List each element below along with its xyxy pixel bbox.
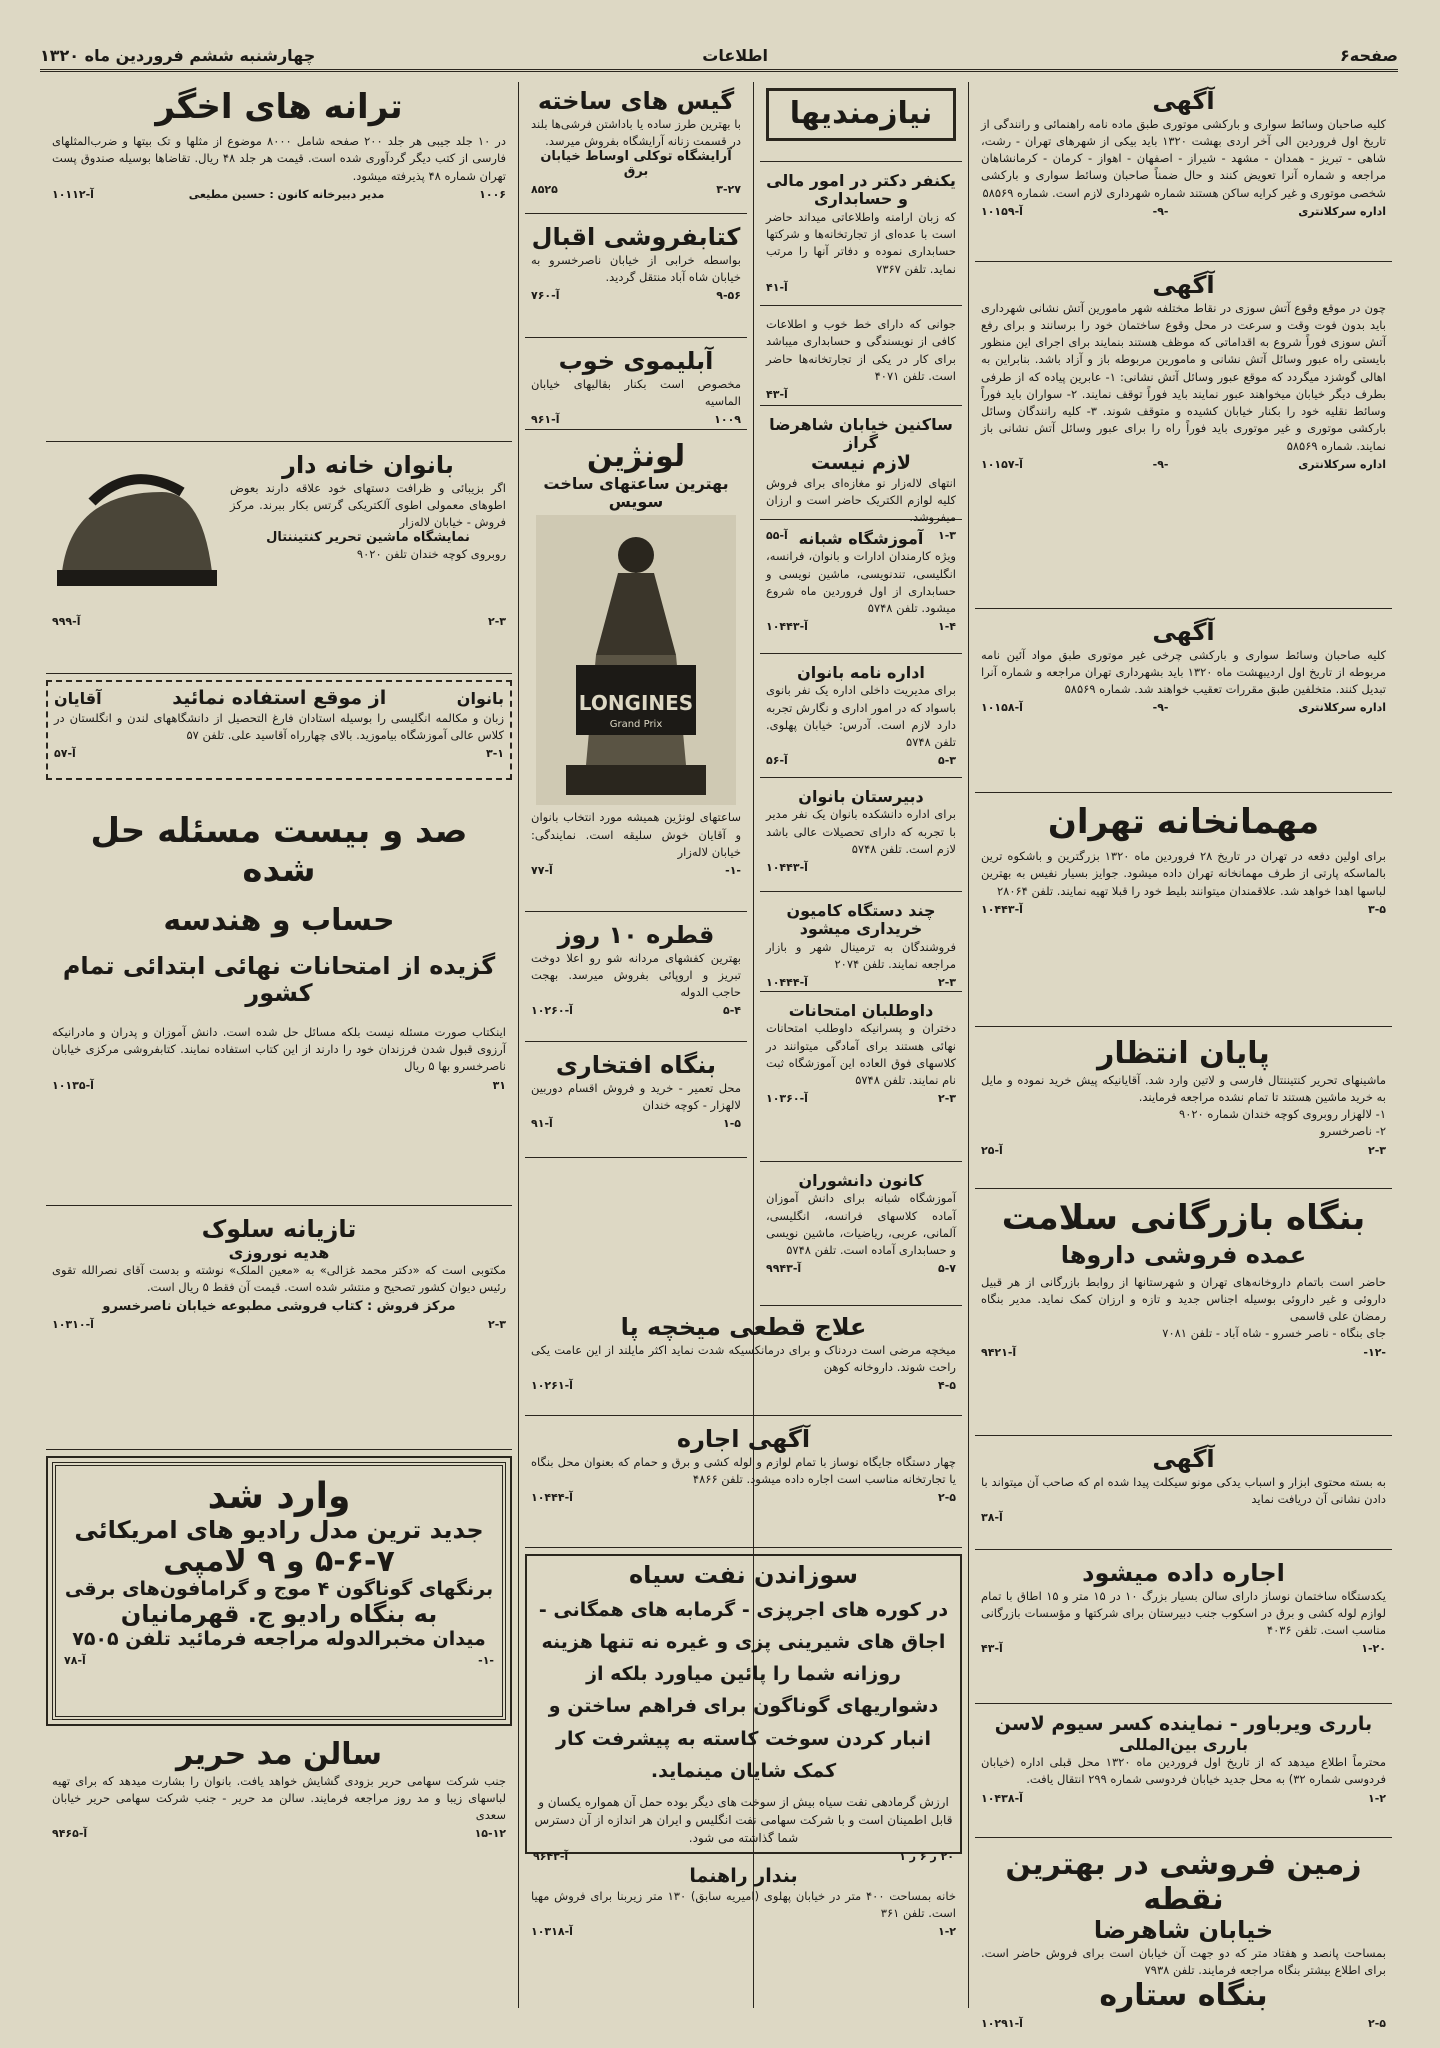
ad-varia: بارری ویرباور - نماینده کسر سیوم لاسن بارری بین‌المللی محترماً اطلاع میدهد که از تاریخ اول فروردین ماه ۱۳۲۰ محل قبلی اداره (خیابان فردوسی شماره ۳۲) به محل جدید خیابان فردوسی شماره ۲۹۹ انتقال یافت. ۱-۲ آ-۱۰۴۳۸ — [975, 1708, 1392, 1838]
notice-title: آگهی — [1152, 618, 1215, 646]
ad-drops: قطره ۱۰ روز بهترین کفشهای مردانه شو رو اعلا دوخت تبریز و اروپائی بفروش میرسد. بهجت حاجب الدوله ۵-۴ آ-۱۰۲۶۰ — [525, 916, 747, 1042]
column-4 — [40, 82, 518, 2008]
longines-brand-sub: Grand Prix — [609, 719, 663, 731]
newspaper-name: اطلاعات — [702, 46, 768, 65]
ad-hair: گیس های ساخته با بهترین طرز ساده یا باداشتن فرشی‌ها بلند در قسمت زنانه آرایشگاه بفروش میرسد. آرایشگاه توکلی اوساط خیابان برق ۳-۲۷ ۸۵۲۵ — [525, 82, 747, 214]
notice-body: چون در موقع وقوع آتش سوزی در نقاط مختلفه شهر مامورین آتش نشانی شهرداری باید بدون فوت وقت و سرعت در محل وقوع ساختمان خود را برسانند و برای رفع آتش سوزی فوراً شروع به اقداماتی که موظف هستند بنمایند برای اجرای این منظور بایستی راه عبور وسائل آتش نشانی و مامورین مربوطه باز و آزاد باشد. بنابراین به اهالی گوشزد میگردد که موقع عبور وسائل آتش نشانی: ۱- عابرین پیاده که از طرفی بطرف دیگر خیابان میخواهند عبور نمایند باید فوراً توقف نمایند. ۲- سواران باید فوراً وسائط نقلیه خود را بکنار خیابان کشیده و متوقف شوند. ۳- کلیه رانندگان وسائل بارکشی موتوری و غیر موتوری باید فوراً راه را برای عبور وسائل آتش نشانی باز نمایند. شماره ۵۸۵۶۹ — [981, 300, 1386, 453]
ad-youth: جوانی که دارای خط خوب و اطلاعات کافی از نویسندگی و حسابداری میباشد برای کار در یکی از تجارتخانه‌ها حاضر است. تلفن ۴۰۷۱ آ-۴۳ — [760, 310, 962, 406]
waiting-body: ماشینهای تحریر کنتیننتال فارسی و لاتین وارد شد. آقایانیکه پیش خرید نموده و مایل به خرید ماشین هستند تا تمام نشده مراجعه فرمایند. — [981, 1072, 1386, 1104]
salamat-title: بنگاه بازرگانی سلامت — [1001, 1198, 1366, 1238]
longines-brand: LONGINES — [578, 691, 694, 716]
ad-songs: ترانه های اخگر در ۱۰ جلد جیبی هر جلد ۲۰۰ صفحه شامل ۸۰۰۰ موضوع از مثلها و تک بیتها و ضرب‌المثلهای فارسی از کتب دیگر گردآوری شده است. قیمت هر جلد ۴۸ ریال. تقاضاها بوسیله صندوق پست تهران شماره ۴۸ پذیرفته میشود. ۱۰۰۶ مدیر دبیرخانه کانون : حسین مطیعی آ-۱۰۱۱۲ — [46, 82, 512, 442]
notice-title: آگهی — [1152, 271, 1215, 299]
ad-rent: اجاره داده میشود یکدستگاه ساختمان نوساز دارای سالن بسیار بزرگ ۱۰ در ۱۵ متر و ۱۵ اطاق با تمام لوازم لوله کشی و برق در اسکوب جنب دبیرستان برای شرکتها و مؤسسات بازرگانی مناسب است. تلفن ۴۰۳۶ ۱-۲۰ آ-۴۳ — [975, 1554, 1392, 1704]
ad-truck: چند دستگاه کامیون خریداری میشود فروشندگان به ترمینال شهر و بازار مراجعه نمایند. تلفن ۲۰۷۴ ۲-۳ آ-۱۰۴۴۴ — [760, 896, 962, 992]
ad-black-oil: سوزاندن نفت سیاه در کوره های اجرپزی - گرمابه های همگانی - اجاق های شیرینی پزی و غیره نه تنها هزینه روزانه شما را پائین میاورد بلکه از دشواریهای گوناگون برای فراهم ساختن و انبار کردن سوخت کاسته به پیشرفت کار کمک شایان مینماید. ارزش گرمادهی نفت سیاه بیش از سوخت های دیگر بوده حمل آن همواره یکسان و قابل اطمینان است و با شرکت سهامی نفت انگلیس و ایران هر اندازه از آن دسترس شما گذاشته می شود. ۲۰ ر ۶ ر ۱ آ-۹۶۴۳ — [525, 1554, 962, 1854]
electric-iron-icon — [52, 452, 222, 612]
ad-salamat: بنگاه بازرگانی سلامت عمده فروشی داروها حاضر است باتمام داروخانه‌های تهران و شهرستانها از روابط بازرگانی از هر قبیل داروئی و غیر داروئی بوسیله اجناس جدید و تازه و ارزان کمک نماید. مدیر بنگاه رمضان علی قاسمی جای بنگاه - ناصر خسرو - شاه آباد - تلفن ۷۰۸۱ -۱۲- آ-۹۴۲۱ — [975, 1193, 1392, 1436]
issue-date: چهارشنبه ششم فروردین ماه ۱۳۲۰ — [40, 46, 316, 65]
ad-women-office: اداره نامه بانوان برای مدیریت داخلی اداره یک نفر بانوی باسواد که در امور اداری و نگارش تجربه دارد لازم است. آدرس: خیابان پهلوی. تلفن ۵۷۴۸ ۵-۳ آ-۵۶ — [760, 658, 962, 778]
notice-body: کلیه صاحبان وسائط سواری و بارکشی موتوری طبق ماده نامه راهنمائی و رانندگی از تاریخ اول فروردین الی آخر اردی بهشت ۱۳۲۰ باید بیکی از شهرهای تهران - رشت، شاهی - تبریز - همدان - مشهد - شیراز - اصفهان - اهواز - کرمان - کرمانشاهان مراجعه و شماره آنرا تعویض کنند و حال ضمناً صاحبان وسائط سواری و بارکشی شخصی موتوری و غیر کرایه ساکن هستند شماره شهرداری لازم است. شماره ۵۸۵۶۹ — [981, 116, 1386, 200]
ad-tenant: ساکنین خیابان شاهرضا گراز لازم نیست انتهای لاله‌زار نو مغازه‌ای برای فروش کلیه لوازم الکتریک حاضر است و ارزان میفروشد. ۱-۳ آ-۵۵ — [760, 410, 962, 520]
ad-notice-1 — [975, 82, 1392, 262]
page-header — [40, 38, 1398, 72]
ad-land: زمین فروشی در بهترین نقطه خیابان شاهرضا بمساحت پانصد و هفتاد متر که دو جهت آن خیابان است برای فروش حاضر است. برای اطلاع بیشتر بنگاه مراجعه فرمایند. تلفن ۷۹۳۸ بنگاه ستاره ۲-۵ آ-۱۰۲۹۱ — [981, 1847, 1386, 2030]
waiting-title: پایان انتظار — [1097, 1036, 1270, 1071]
column-2-3-lower — [518, 1308, 968, 2008]
hotel-title: مهمانخانه تهران — [1047, 802, 1320, 842]
notice-body: کلیه صاحبان وسائط سواری و بارکشی چرخی غیر موتوری طبق مواد آئین نامه مربوطه از تاریخ اول اردیبهشت ماه ۱۳۲۰ باید بشهرداری تهران مراجعه و شماره آنرا تبدیل کنند. متخلفین طبق مقررات تعقیب خواهند شد. شماره ۵۸۵۶۹ — [981, 647, 1387, 697]
ad-students: کانون دانشوران آموزشگاه شبانه برای دانش آموزان آماده کلاسهای فرانسه، انگلیسی، آلمانی، عربی، ریاضیات، ماشین نویسی و حسابداری آماده است. تلفن ۵۷۴۸ ۵-۷ آ-۹۹۴۳ — [760, 1166, 962, 1306]
ad-iqbal: کتابفروشی اقبال بواسطه خرابی از خیابان ناصرخسرو به خیابان شاه آباد منتقل گردید. ۹-۵۶ آ-۷۶۰ — [525, 218, 747, 338]
ad-harbor: بندار راهنما خانه بمساحت ۴۰۰ متر در خیابان پهلوی (امیریه سابق) ۱۳۰ متر زیربنا برای فروش مهیا است. تلفن ۳۶۱ ۱-۲ آ-۱۰۳۱۸ — [531, 1865, 956, 1939]
notice-title: آگهی — [1152, 87, 1215, 115]
ad-longines: لونژین بهترین ساعتهای ساخت سویس LONGINES Grand Prix ساعتهای لونژین همیشه مورد انتخاب بانوان و آقایان خوش سلیقه است. نمایندگی: خیابان لاله‌زار -۱- آ-۷۷ — [525, 434, 747, 912]
notice-footer: اداره سرکلانتری -۹- آ-۱۰۱۵۹ — [981, 204, 1386, 218]
ad-housewife: بانوان خانه دار اگر بزیبائی و ظرافت دستهای خود علاقه دارند بعوض اطوهای معمولی اطوی آلکتریکی گرتس بکار ببرند. مرکز فروش - خیابان لاله‌زار نمایشگاه ماشین تحریر کنتیننتال روبروی کوچه خندان تلفن ۹۰۲۰ ۲-۳ آ-۹۹۹ — [46, 446, 512, 674]
ad-behavior: تازیانه سلوک هدیه نوروزی مکتوبی است که «دکتر محمد غزالی» به «معین الملک» نوشته و بدست آقای نصرالله تقوی رئیس دیوان کشور تصحیح و منتشر شده است. قیمت آن فقط ۵ ریال است. مرکز فروش : کتاب فروشی مطبوعه خیابان ناصرخسرو ۲-۳ آ-۱۰۳۱۰ — [46, 1210, 512, 1450]
ad-lease: آگهی اجاره چهار دستگاه جایگاه نوساز با تمام لوازم و لوله کشی و برق و حمام که بعنوان محل بنگاه یا تجارتخانه مناسب است اجاره داده میشود. تلفن ۴۸۶۶ ۲-۵ آ-۱۰۴۴۴ — [525, 1420, 962, 1548]
ad-radio: وارد شد جدید ترین مدل رادیو های امریکائی ۵-۶-۷ و ۹ لامپی برنگهای گوناگون ۴ موج و گرامافون‌های برقی به بنگاه رادیو ج. قهرمانیان میدان مخبرالدوله مراجعه فرمائید تلفن ۷۵۰۵ -۱- آ-۷۸ — [46, 1456, 512, 1726]
column-1 — [968, 82, 1398, 2030]
ad-hotel: مهمانخانه تهران برای اولین دفعه در تهران در تاریخ ۲۸ فروردین ماه ۱۳۲۰ بزرگترین و باشکوه ترین بالماسکه پارتی از طرف مهمانخانه تهران داده میشود. جوایز بسیار نفیس به بهترین لباسها اهدا خواهد شد. علاقمندان میتوانند بلیط خود را قبلا تهیه نمایند. تلفن ۲۸۰۶۴ ۳-۵ آ-۱۰۴۴۳ — [975, 797, 1392, 1027]
ad-exam: داوطلبان امتحانات دختران و پسرانیکه داوطلب امتحانات نهائی هستند برای آمادگی میتوانند در کلاسهای فوق العاده این آموزشگاه ثبت نام نمایند. تلفن ۵۷۴۸ ۲-۳ آ-۱۰۳۶۰ — [760, 996, 962, 1162]
ad-highschool: دبیرستان بانوان برای اداره دانشکده بانوان یک نفر مدیر با تجربه که دارای تحصیلات عالی باشد لازم است. تلفن ۵۷۴۸ آ-۱۰۴۴۳ — [760, 782, 962, 892]
newspaper-page — [40, 38, 1398, 2030]
ad-notice-2 — [975, 266, 1392, 609]
ad-school: آموزشگاه شبانه ویژه کارمندان ادارات و بانوان، فرانسه، انگلیسی، تندنویسی، ماشین نویسی و حسابداری از اول فروردین ماه شروع میشود. تلفن ۵۷۴۸ ۱-۴ آ-۱۰۴۴۳ — [760, 524, 962, 654]
ad-opportunity: بانوان از موقع استفاده نمائید آقایان زبان و مکالمه انگلیسی را بوسیله استادان فارغ التحصیل از دانشگاههای لندن و انگلستان در کلاس عالی آموزشگاه بیاموزید. بالای چهارراه آقاسید علی. تلفن ۵۷ ۳-۱ آ-۵۷ — [46, 680, 512, 780]
ad-lemon: آبلیموی خوب مخصوص است بکنار بقالیهای خیابان الماسیه ۱۰۰۹ آ-۹۶۱ — [525, 342, 747, 430]
ad-silk-salon: سالن مد حریر جنب شرکت سهامی حریر بزودی گشایش خواهد یافت. بانوان را بشارت میدهد که برای تهیه لباسهای زیبا و مد روز مراجعه فرمایند. سالن مد حریر - جنب شرکت سهامی حریر خیابان سعدی ۱۵-۱۲ آ-۹۴۶۵ — [52, 1737, 506, 1841]
ad-math: صد و بیست مسئله حل شده حساب و هندسه گزیده از امتحانات نهائی ابتدائی تمام کشور اینکتاب صورت مسئله نیست بلکه مسائل حل شده است. دانش آموزان و پدران و مادرانیکه آرزوی قبول شدن فرزندان خود را دارند از این کتاب استفاده نمایند. کتابفروشی مرکزی خیابان ناصرخسرو بها ۵ ریال ۳۱ آ-۱۰۱۳۵ — [46, 786, 512, 1206]
notice-footer: اداره سرکلانتری -۹- آ-۱۰۱۵۸ — [981, 701, 1386, 715]
ad-notice-4: آگهی به بسته محتوی ابزار و اسباب یدکی مونو سیکلت پیدا شده ام که صاحب آن میتواند با دادن نشانی آن دریافت نماید آ-۳۸ — [975, 1440, 1392, 1550]
longines-illustration-icon — [536, 515, 736, 805]
hotel-body: برای اولین دفعه در تهران در تاریخ ۲۸ فروردین ماه ۱۳۲۰ بزرگترین و باشکوه ترین بالماسکه پارتی از طرف مهمانخانه تهران داده میشود. جوایز بسیار نفیس به بهترین لباسها اهدا خواهد شد. علاقمندان میتوانند بلیط خود را قبلا تهیه نمایند. تلفن ۲۸۰۶۴ — [981, 849, 1386, 898]
ad-notice-3 — [975, 613, 1392, 793]
ad-waiting: پایان انتظار ماشینهای تحریر کنتیننتال فارسی و لاتین وارد شد. آقایانیکه پیش خرید نموده و مایل به خرید ماشین هستند تا تمام نشده مراجعه فرمایند. ۱- لالهزار روبروی کوچه خندان شماره ۹۰۲۰ ۲- ناصرخسرو ۲-۳ آ-۲۵ — [975, 1031, 1392, 1189]
ad-corn: علاج قطعی میخچه پا میخچه مرضی است دردناک و برای درمانکسیکه شدت نماید اکثر مایلند از این عامت یکی راحت شوند. داروخانه کوهن ۴-۵ آ-۱۰۲۶۱ — [525, 1308, 962, 1416]
notice-footer: اداره سرکلانتری -۹- آ-۱۰۱۵۷ — [981, 457, 1386, 471]
ad-accountant: یکنفر دکتر در امور مالی و حسابداری که زبان ارامنه واطلاعاتی میداند حاضر است با عده‌ای از تجارتخانه‌ها و شرکتها حسابداری نموده و دفاتر آنها را مرتب نماید. تلفن ۷۳۶۷ آ-۴۱ — [760, 166, 962, 306]
page-number: صفحه۶ — [1340, 46, 1398, 65]
ad-iftikhari: بنگاه افتخاری محل تعمیر - خرید و فروش اقسام دوربین لالهزار - کوچه خندان ۱-۵ آ-۹۱ — [525, 1046, 747, 1158]
ad-needs-header: نیازمندیها — [760, 82, 962, 162]
